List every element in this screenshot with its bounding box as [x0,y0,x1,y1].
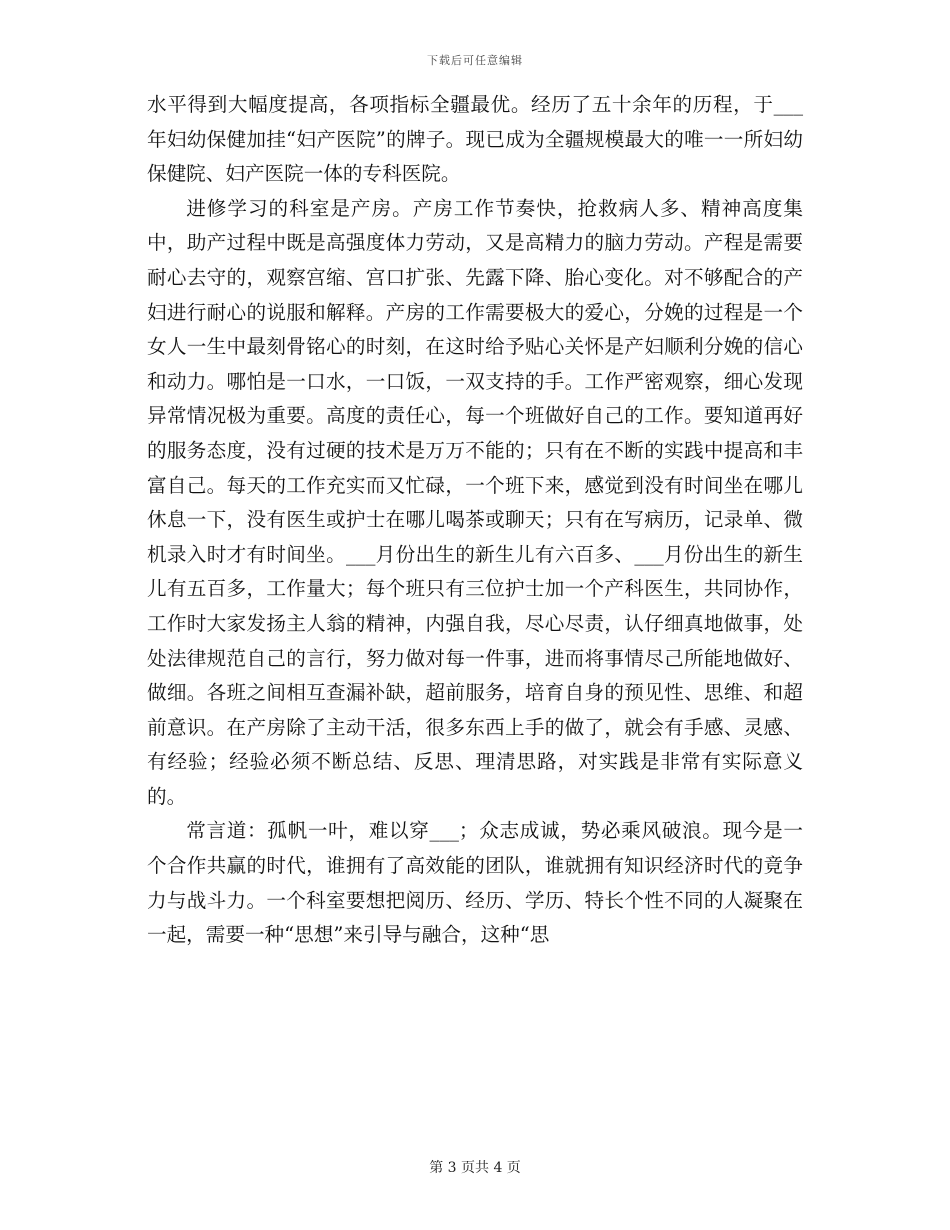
page-number-footer: 第 3 页共 4 页 [429,1160,521,1176]
paragraph-1: 水平得到大幅度提高，各项指标全疆最优。经历了五十余年的历程，于___年妇幼保健加挂“妇产医院”的牌子。现已成为全疆规模最大的唯一一所妇幼保健院、妇产医院一体的专科医院。 [147,93,803,186]
page-header: 下载后可任意编辑 [427,54,523,67]
paragraph-2: 进修学习的科室是产房。产房工作节奏快，抢救病人多、精神高度集中，助产过程中既是高强度体力劳动，又是高精力的脑力劳动。产程是需要耐心去守的，观察宫缩、宫口扩张、先露下降、胎心变化。对不够配合的产妇进行耐心的说服和解释。产房的工作需要极大的爱心，分娩的过程是一个女人一生中最刻骨铭心的时刻，在这时给予贴心关怀是产妇顺利分娩的信心和动力。哪怕是一口水，一口饭，一双支持的手。工作严密观察，细心发现异常情况极为重要。高度的责任心，每一个班做好自己的工作。要知道再好的服务态度，没有过硬的技术是万万不能的；只有在不断的实践中提高和丰富自己。每天的工作充实而又忙碌，一个班下来，感觉到没有时间坐在哪儿休息一下，没有医生或护士在哪儿喝茶或聊天；只有在写病历，记录单、微机录入时才有时间坐。___月份出生的新生儿有六百多、___月份出生的新生儿有五百多，工作量大；每个班只有三位护士加一个产科医生，共同协作，工作时大家发扬主人翁的精神，内强自我，尽心尽责，认仔细真地做事，处处法律规范自己的言行，努力做对每一件事，进而将事情尽己所能地做好、做细。各班之间相互查漏补缺，超前服务，培育自身的预见性、思维、和超前意识。在产房除了主动干活，很多东西上手的做了，就会有手感、灵感、有经验；经验必须不断总结、反思、理清思路，对实践是非常有实际意义的。 [147,196,803,808]
paragraph-3: 常言道：孤帆一叶，难以穿___；众志成诚，势必乘风破浪。现今是一个合作共赢的时代，谁拥有了高效能的团队，谁就拥有知识经济时代的竟争力与战斗力。一个科室要想把阅历、经历、学历、特长个性不同的人凝聚在一起，需要一种“思想”来引导与融合，这种“思 [147,819,803,947]
document-body [147,88,803,953]
